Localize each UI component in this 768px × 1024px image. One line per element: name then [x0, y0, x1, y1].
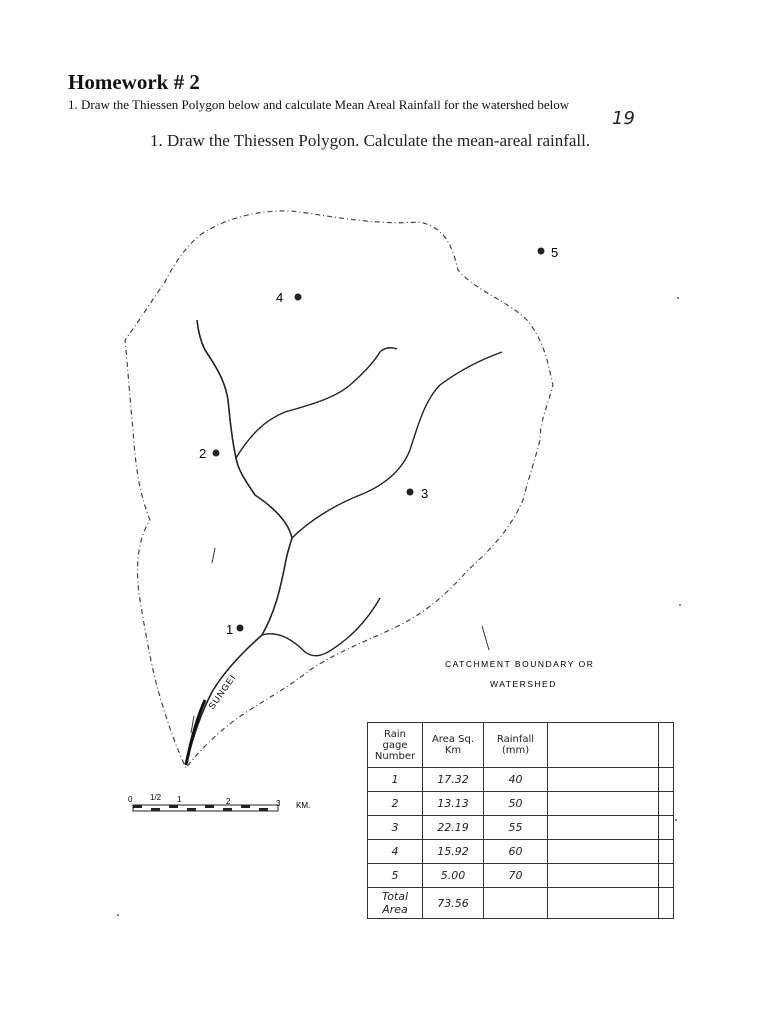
empty-cell [548, 768, 659, 792]
empty-cell [659, 840, 674, 864]
table-row [368, 864, 674, 888]
table-row [368, 840, 674, 864]
column-header-area: Area Sq. Km [423, 723, 484, 768]
main-river [186, 320, 292, 765]
gage-number-cell: 4 [368, 840, 423, 864]
gauge-4 [276, 290, 302, 305]
gage-number-cell: 3 [368, 816, 423, 840]
scan-speck [117, 914, 119, 916]
empty-column-header [659, 723, 674, 768]
empty-cell [659, 768, 674, 792]
area-cell: 5.00 [423, 864, 484, 888]
handwritten-page-number: 19 [612, 108, 635, 129]
flow-arrow [212, 548, 215, 563]
empty-cell [659, 864, 674, 888]
area-cell: 13.13 [423, 792, 484, 816]
tributary-south [262, 598, 380, 656]
river-label: SUNGEI [206, 672, 238, 712]
scan-speck [679, 604, 681, 606]
table-row [368, 792, 674, 816]
catchment-boundary [125, 211, 553, 768]
empty-cell [548, 864, 659, 888]
empty-cell [548, 792, 659, 816]
rainfall-cell: 40 [484, 768, 548, 792]
empty-cell [548, 888, 659, 919]
rainfall-cell: 50 [484, 792, 548, 816]
total-area-label: Total Area [368, 888, 423, 919]
total-row [368, 888, 674, 919]
boundary-label-line2: WATERSHED [490, 679, 557, 689]
empty-cell [659, 816, 674, 840]
scale-bar [128, 793, 310, 811]
column-header-gage: Rain gage Number [368, 723, 423, 768]
area-cell: 15.92 [423, 840, 484, 864]
scanned-problem-heading: 1. Draw the Thiessen Polygon. Calculate the mean-areal rainfall. [150, 131, 591, 150]
gage-number-cell: 5 [368, 864, 423, 888]
tributary-east [292, 352, 502, 538]
boundary-leader-line [482, 626, 489, 650]
gauge-2-label: 2 [199, 446, 207, 461]
table-header-row [368, 723, 674, 768]
scan-speck [675, 819, 677, 821]
scale-tick-label: 1/2 [150, 793, 162, 802]
total-area-value: 73.56 [423, 888, 484, 919]
gauge-5 [538, 245, 559, 260]
rainfall-cell: 70 [484, 864, 548, 888]
boundary-label-line1: CATCHMENT BOUNDARY OR [445, 659, 595, 669]
empty-column-header [548, 723, 659, 768]
rainfall-table [367, 722, 674, 919]
table-row [368, 816, 674, 840]
scan-speck [677, 297, 679, 299]
gauge-3 [407, 486, 429, 501]
gauge-3-label: 3 [421, 486, 429, 501]
empty-cell [484, 888, 548, 919]
scale-tick-label: 1 [177, 795, 182, 804]
scale-tick-label: 2 [226, 797, 231, 806]
area-cell: 17.32 [423, 768, 484, 792]
gage-number-cell: 1 [368, 768, 423, 792]
rainfall-cell: 60 [484, 840, 548, 864]
scale-tick-label: 0 [128, 795, 133, 804]
homework-title: Homework # 2 [68, 70, 200, 94]
empty-cell [659, 888, 674, 919]
gage-number-cell: 2 [368, 792, 423, 816]
gauge-4-label: 4 [276, 290, 284, 305]
gauge-1-label: 1 [226, 622, 234, 637]
gauge-5-label: 5 [551, 245, 559, 260]
table-row [368, 768, 674, 792]
gauge-1 [226, 622, 244, 637]
tributary-upper-east [236, 348, 397, 458]
rainfall-cell: 55 [484, 816, 548, 840]
homework-instruction: 1. Draw the Thiessen Polygon below and calculate Mean Areal Rainfall for the watershed below [68, 97, 570, 112]
area-cell: 22.19 [423, 816, 484, 840]
column-header-rainfall: Rainfall (mm) [484, 723, 548, 768]
empty-cell [659, 792, 674, 816]
scale-unit-label: KM. [296, 801, 311, 810]
empty-cell [548, 840, 659, 864]
scale-tick-label: 3 [276, 799, 281, 808]
empty-cell [548, 816, 659, 840]
gauge-2 [199, 446, 220, 461]
